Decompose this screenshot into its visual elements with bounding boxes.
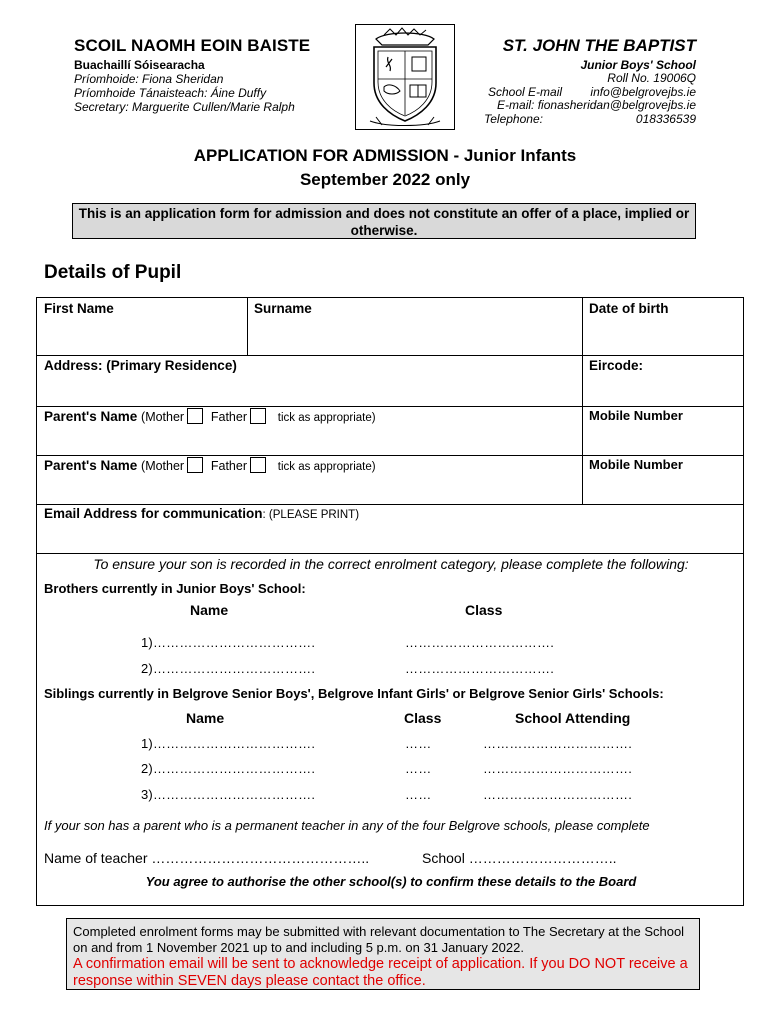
dob-label: Date of birth bbox=[589, 301, 669, 316]
email-field[interactable] bbox=[38, 524, 743, 552]
email-row bbox=[44, 506, 359, 521]
secretary-line: Secretary: Marguerite Cullen/Marie Ralph bbox=[74, 100, 295, 114]
eircode-field[interactable] bbox=[583, 378, 743, 405]
email-label: Email Address for communication bbox=[44, 506, 263, 521]
school-crest-icon bbox=[355, 24, 455, 130]
english-school-name: ST. JOHN THE BAPTIST bbox=[502, 36, 696, 55]
parent-name-label: Parent's Name bbox=[44, 458, 138, 473]
deputy-principal-line: Príomhoide Tánaisteach: Áine Duffy bbox=[74, 86, 267, 100]
authorise-statement: You agree to authorise the other school(s) to confirm these details to the Board bbox=[145, 874, 637, 889]
sibling-2-class[interactable]: …… bbox=[405, 761, 432, 776]
brother-1-class[interactable]: ……………………………. bbox=[405, 635, 555, 650]
telephone-label: Telephone: bbox=[484, 111, 543, 126]
brother-1-name[interactable]: 1)………………………………. bbox=[141, 635, 316, 650]
school-email-row bbox=[484, 86, 696, 100]
eircode-label: Eircode: bbox=[589, 358, 644, 373]
application-title bbox=[0, 144, 770, 192]
header-right bbox=[484, 36, 696, 126]
sibling-3-school[interactable]: ……………………………. bbox=[483, 787, 633, 802]
address-label: Address: (Primary Residence) bbox=[44, 358, 237, 373]
parent-name-label: Parent's Name bbox=[44, 409, 138, 424]
teacher-note: If your son has a parent who is a permanent teacher in any of the four Belgrove schools, please complete bbox=[44, 818, 650, 833]
tick-note: tick as appropriate) bbox=[277, 461, 376, 473]
title-line-2: September 2022 only bbox=[299, 170, 471, 189]
principal-line: Príomhoide: Fiona Sheridan bbox=[74, 72, 224, 86]
row-divider bbox=[37, 553, 743, 554]
siblings-class-col: Class bbox=[404, 710, 442, 726]
row-divider bbox=[37, 455, 743, 456]
row-divider bbox=[37, 355, 743, 356]
father-checkbox[interactable] bbox=[250, 408, 266, 424]
mother-checkbox[interactable] bbox=[187, 457, 203, 473]
brothers-heading: Brothers currently in Junior Boys' School: bbox=[44, 581, 306, 596]
surname-label: Surname bbox=[254, 301, 312, 316]
footer-submission-text: Completed enrolment forms may be submitted with relevant documentation to The Secretary at the School on and from 1 November 2021 up to and including 5 p.m. on 31 January 2022. bbox=[73, 924, 685, 955]
teacher-school-field[interactable]: School ………………………….. bbox=[422, 850, 617, 866]
father-checkbox[interactable] bbox=[250, 457, 266, 473]
notice-box: This is an application form for admission and does not constitute an offer of a place, implied or otherwise. bbox=[72, 203, 696, 239]
email-note: : (PLEASE PRINT) bbox=[262, 509, 360, 521]
row-divider bbox=[37, 504, 743, 505]
sibling-1-class[interactable]: …… bbox=[405, 736, 432, 751]
row-divider bbox=[37, 406, 743, 407]
sibling-1-school[interactable]: ……………………………. bbox=[483, 736, 633, 751]
school-email-value: info@belgrovejbs.ie bbox=[590, 84, 696, 99]
brothers-name-col: Name bbox=[190, 602, 229, 618]
brother-2-name[interactable]: 2)………………………………. bbox=[141, 661, 316, 676]
mobile-label-2: Mobile Number bbox=[589, 457, 683, 472]
father-label: Father bbox=[210, 459, 248, 473]
dob-field[interactable] bbox=[583, 320, 743, 354]
father-label: Father bbox=[210, 410, 248, 424]
footer-confirmation-warning: A confirmation email will be sent to acknowledge receipt of application. If you DO NOT receive a response within SEVEN days please contact the office. bbox=[73, 956, 688, 989]
first-name-label: First Name bbox=[44, 301, 114, 316]
brother-2-class[interactable]: ……………………………. bbox=[405, 661, 555, 676]
mother-checkbox[interactable] bbox=[187, 408, 203, 424]
parent-name-row-1 bbox=[44, 408, 376, 424]
sibling-2-school[interactable]: ……………………………. bbox=[483, 761, 633, 776]
siblings-name-col: Name bbox=[186, 710, 225, 726]
footer-box bbox=[66, 918, 700, 990]
tick-note: tick as appropriate) bbox=[277, 412, 376, 424]
teacher-name-field[interactable]: Name of teacher ……………………………………….. bbox=[44, 850, 370, 866]
address-field[interactable] bbox=[38, 378, 581, 405]
principal-email: E-mail: fionasheridan@belgrovejbs.ie bbox=[497, 98, 696, 112]
parent-name-row-2 bbox=[44, 457, 376, 473]
mother-label: (Mother bbox=[141, 459, 185, 473]
title-line-1: APPLICATION FOR ADMISSION - Junior Infants bbox=[193, 146, 577, 165]
school-email-label: School E-mail bbox=[488, 84, 563, 99]
siblings-school-col: School Attending bbox=[515, 710, 631, 726]
roll-number: Roll No. 19006Q bbox=[607, 71, 696, 85]
details-of-pupil-heading: Details of Pupil bbox=[44, 262, 182, 283]
application-form bbox=[36, 297, 744, 906]
sibling-3-name[interactable]: 3)………………………………. bbox=[141, 787, 316, 802]
sibling-2-name[interactable]: 2)………………………………. bbox=[141, 761, 316, 776]
sibling-1-name[interactable]: 1)………………………………. bbox=[141, 736, 316, 751]
siblings-heading: Siblings currently in Belgrove Senior Boys', Belgrove Infant Girls' or Belgrove Senior Girls' Schools: bbox=[44, 686, 664, 701]
sibling-3-class[interactable]: …… bbox=[405, 787, 432, 802]
header-left bbox=[74, 36, 354, 114]
irish-school-subtitle: Buachaillí Sóisearacha bbox=[74, 58, 205, 72]
telephone-row bbox=[484, 113, 696, 127]
surname-field[interactable] bbox=[248, 320, 581, 354]
telephone-value: 018336539 bbox=[635, 111, 696, 126]
enrolment-intro: To ensure your son is recorded in the correct enrolment category, please complete the following: bbox=[93, 556, 689, 572]
mother-label: (Mother bbox=[141, 410, 185, 424]
brothers-class-col: Class bbox=[465, 602, 503, 618]
mobile-label-1: Mobile Number bbox=[589, 408, 683, 423]
first-name-field[interactable] bbox=[38, 320, 246, 354]
irish-school-name: SCOIL NAOMH EOIN BAISTE bbox=[74, 36, 311, 55]
english-school-subtitle: Junior Boys' School bbox=[580, 58, 696, 72]
